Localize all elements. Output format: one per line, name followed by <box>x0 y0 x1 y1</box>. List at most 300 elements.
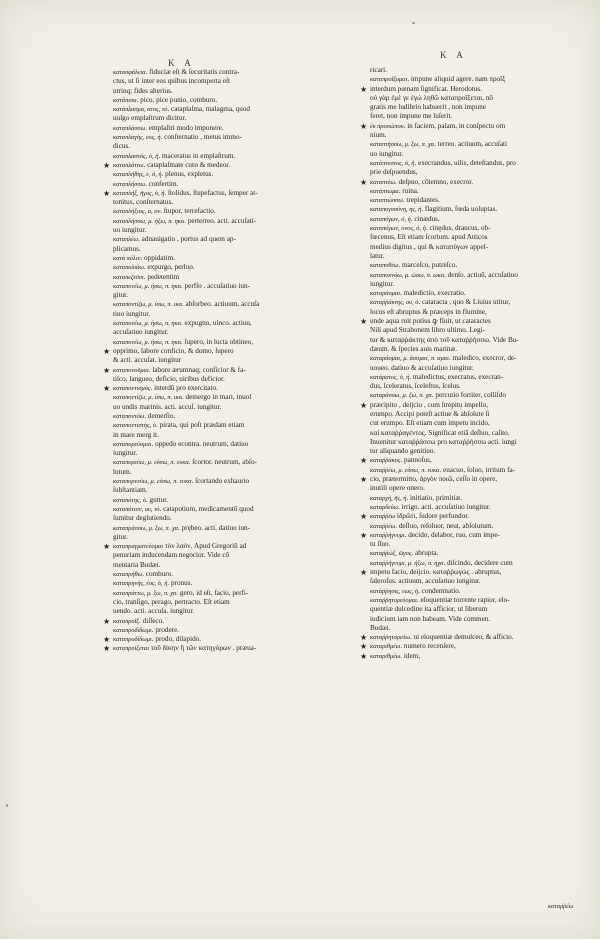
asterisk-marker-icon: ★ <box>103 384 111 394</box>
greek-headword: καταπονοῦμαι <box>113 366 149 374</box>
latin-definition: prie deſpuendus, <box>370 168 418 177</box>
latin-definition: cio, prætermitto, ἀργὸν ποιῶ, ceſſo in opere, <box>370 475 498 484</box>
dictionary-entry-line <box>370 94 588 103</box>
dictionary-entry-line <box>370 429 588 438</box>
dictionary-entry-line <box>370 187 588 196</box>
latin-definition: ctus, ut ſi inter eos quibus incomperta eſt <box>113 77 230 86</box>
dictionary-entry-line <box>103 346 345 356</box>
dictionary-entry-line <box>370 336 588 345</box>
dictionary-entry-line <box>370 233 588 242</box>
ink-speck <box>412 22 415 24</box>
greek-headword: καταῤῥάκτης, ου, ὁ <box>370 299 419 307</box>
latin-definition: uendo. acti. accuſa. iungitur. <box>113 607 195 616</box>
greek-headword: κατάπτωμα <box>370 187 399 195</box>
greek-headword: καταπλήθης, ε, ὁ, ἡ <box>113 171 162 179</box>
dictionary-entry-line <box>360 121 588 131</box>
dictionary-entry-line <box>370 596 588 605</box>
latin-definition: tur aliquando genitiuo. <box>370 447 436 456</box>
latin-definition: & acti. accuſat. iungitur <box>113 356 182 365</box>
latin-definition: . impune aliquid agere. nam προΐξ <box>407 75 506 84</box>
latin-definition: . flagitium, fœda uoluptas. <box>421 205 498 214</box>
dictionary-entry-line <box>113 338 345 347</box>
dictionary-entry-line <box>370 354 588 363</box>
dictionary-entry-line <box>370 410 588 419</box>
dictionary-entry-line <box>370 559 588 568</box>
latin-definition: . maledico, execror, de- <box>448 354 517 363</box>
dictionary-entry-line <box>370 326 588 335</box>
dictionary-entry-line <box>113 561 345 570</box>
dictionary-entry-line <box>103 384 345 394</box>
latin-definition: . prodo, dilapido. <box>151 635 202 644</box>
latin-definition: . demergo in mari, inuol <box>181 393 252 402</box>
dictionary-entry-line <box>113 375 345 384</box>
dictionary-entry-line <box>103 616 345 626</box>
latin-definition: . confertim. <box>145 179 179 188</box>
latin-definition: Inuenitur καταῤῥάσσω pro καταῤῥήσσω acti. iungi <box>370 437 517 446</box>
dictionary-entry-line <box>113 124 345 133</box>
dictionary-entry-line <box>113 198 345 207</box>
greek-headword: καταπραγματεύομαι <box>113 543 164 551</box>
ink-speck <box>6 804 8 807</box>
catchword: καταῤῥέω <box>548 903 574 910</box>
asterisk-marker-icon: ★ <box>360 642 368 652</box>
dictionary-entry-line <box>360 400 588 410</box>
dictionary-entry-line <box>113 96 345 105</box>
greek-headword: καταῤῥέω <box>370 522 396 530</box>
dictionary-entry-line <box>370 624 588 633</box>
dictionary-entry-line <box>370 587 588 596</box>
greek-headword: καταπονέω, μ. ήσω, π. ηκα <box>113 338 181 346</box>
dictionary-entry-line <box>370 382 588 391</box>
latin-definition: lutum. <box>113 467 132 476</box>
asterisk-marker-icon: ★ <box>360 651 368 661</box>
dictionary-entry-line <box>103 160 345 170</box>
dictionary-entry-line <box>360 512 588 522</box>
dictionary-entry-line <box>370 549 588 558</box>
greek-headword: κατάῤῥησις, εως, ἡ <box>370 587 419 595</box>
greek-headword: καταπορεύω, μ. εύσω, π. ευκα <box>113 459 189 467</box>
dictionary-entry-line <box>113 105 345 114</box>
dictionary-entry-line <box>113 300 345 309</box>
latin-definition: latur. <box>370 251 385 260</box>
latin-definition: . prębeo. acti. datiuo iun- <box>177 523 251 532</box>
asterisk-marker-icon: ★ <box>360 568 368 578</box>
latin-definition: . cataplaſmate curo & medeor. <box>143 160 231 169</box>
latin-definition: gitur. <box>113 291 128 300</box>
greek-headword: καταπορεύομαι <box>113 440 152 448</box>
latin-definition: nium. <box>370 131 387 140</box>
latin-definition: . plenus, expletus. <box>161 170 214 179</box>
dictionary-entry-line <box>103 542 345 552</box>
latin-definition: τὸν λαόν. Apud Gregoriū ad <box>163 542 247 551</box>
latin-definition: in mare merg it. <box>113 430 159 439</box>
latin-definition: . idem, <box>400 651 421 660</box>
right-column <box>360 66 588 661</box>
dictionary-entry-line <box>113 152 345 161</box>
dictionary-entry-line <box>113 458 345 467</box>
dictionary-entry-line <box>370 168 588 177</box>
dictionary-entry-line <box>113 245 345 254</box>
greek-headword: καταπτώσσω <box>370 197 403 205</box>
dictionary-entry-line <box>113 486 345 495</box>
dictionary-entry-line <box>370 140 588 149</box>
dictionary-entry-line <box>370 261 588 270</box>
dictionary-entry-line <box>113 533 345 542</box>
dictionary-entry-line <box>370 66 588 75</box>
asterisk-marker-icon: ★ <box>360 317 368 327</box>
latin-definition: ſumitur deglutiendo. <box>113 514 172 523</box>
latin-definition: . condemnatio. <box>418 586 461 595</box>
greek-headword: καταράομαι <box>370 290 401 298</box>
dictionary-entry-line <box>103 365 345 375</box>
greek-headword: κατάπλασμα, ατος, τό <box>113 106 168 114</box>
dictionary-entry-line <box>113 626 345 635</box>
dictionary-entry-line <box>113 477 345 486</box>
latin-definition: . pronus. <box>167 579 193 588</box>
latin-definition: . adnauigatio , portus ad quem ap- <box>138 235 236 244</box>
asterisk-marker-icon: ★ <box>103 635 111 645</box>
latin-definition: . labore ærumnaq; conficior & fa- <box>148 365 246 374</box>
greek-headword: καταπτύω <box>370 178 395 186</box>
latin-definition: . ſtolidus, ſtupefactus, ſemper at- <box>164 188 258 197</box>
greek-headword: καταπράττω, μ. ξω, π. χα <box>113 589 177 597</box>
latin-definition: . euacuo, ſoluo, irritum fa- <box>439 465 516 474</box>
dictionary-entry-line <box>113 217 345 226</box>
greek-headword: καταπολιάω <box>113 264 144 272</box>
latin-definition: . maledictus, execratus, execran- <box>409 372 504 381</box>
dictionary-entry-line <box>370 308 588 317</box>
dictionary-entry-line <box>370 391 588 400</box>
dictionary-entry-line <box>113 254 345 263</box>
greek-headword: καταπροΐξ <box>113 617 140 625</box>
dictionary-entry-line <box>370 196 588 205</box>
greek-headword: καταπλαγὴς, εος, ἡ <box>113 134 161 142</box>
dictionary-entry-line <box>113 235 345 244</box>
greek-headword: καταπρήθω <box>113 571 143 579</box>
dictionary-entry-line <box>370 243 588 252</box>
dictionary-entry-line <box>360 84 588 94</box>
latin-definition: τοῦ δίκην ἢ τῶν κατηγόρων . præua- <box>148 644 257 653</box>
latin-definition: feret, non impune me luſerit. <box>370 112 453 121</box>
latin-definition: . fiduciæ eſt & ſecuritatis contra- <box>145 68 240 76</box>
latin-definition: penuriam inducendam negocior. Vide cō <box>113 551 230 560</box>
dictionary-entry-line <box>360 530 588 540</box>
latin-definition: præcipito , deijcio , cum ſtrepitu impello, <box>370 400 488 409</box>
greek-headword: καταπλαστός, ὁ, ἡ <box>113 152 159 160</box>
latin-definition: . pannoſus, <box>400 456 432 465</box>
greek-headword: καταπρηνής, έος, ὁ, ἡ <box>113 580 168 588</box>
greek-headword: καταποντιστὴς, ὁ <box>113 422 156 430</box>
latin-definition: tu ſluo. <box>370 540 391 549</box>
latin-definition: . abrupta. <box>411 549 439 558</box>
latin-definition: . cataplaſma, malagma, quod <box>167 105 251 114</box>
latin-definition: gitur. <box>113 532 128 541</box>
latin-definition: quentiæ dulcedine ita afficior, ut liberum <box>370 605 488 614</box>
latin-definition: . expurgo, perluo. <box>143 263 195 272</box>
latin-definition: καὶ καταῤῥαγέντος. Significat etiā deſluo, caſito. <box>370 428 510 437</box>
latin-definition: cut erumpo. Eſt etiam cum impetu incido, <box>370 419 490 428</box>
greek-headword: καταποντόω <box>113 412 145 420</box>
latin-definition: locus eſt abruptus & præceps in flumine, <box>370 307 487 316</box>
greek-headword: καταράσσω, μ. ξω, π. χα <box>370 392 432 400</box>
latin-definition: . comburo. <box>142 570 174 579</box>
dictionary-entry-line <box>113 142 345 151</box>
latin-definition: . ſtupor, terrefactio. <box>160 207 216 216</box>
greek-headword: καταῤῥητορεύω <box>370 634 410 642</box>
asterisk-marker-icon: ★ <box>360 177 368 187</box>
dictionary-entry-line <box>360 633 588 643</box>
dictionary-entry-line <box>370 419 588 428</box>
greek-headword: καταῤῥάκος <box>370 457 401 465</box>
latin-definition: tur & καταῤῥάκτης ἀπὸ τοῦ καταῤῥήσσω. Vide Bu- <box>370 335 519 344</box>
dictionary-entry-line <box>370 298 588 307</box>
latin-definition: . deſluo, reſoluor, neut, abſolutum. <box>395 521 494 530</box>
latin-definition: . expugno, uinco. actiuu, <box>180 319 252 328</box>
latin-definition: . ruina. <box>398 186 419 195</box>
dictionary-entry-line <box>113 579 345 588</box>
latin-definition: uo iungitur. <box>113 226 147 235</box>
dictionary-entry-line <box>113 310 345 319</box>
latin-definition: ἱδρῶτι, ſudore perfundor. <box>395 512 469 521</box>
latin-definition: . perterreo. acti. accuſati- <box>184 216 257 225</box>
latin-definition: cio, tranſigo, perago, pertracto. Eſt etiam <box>113 597 230 606</box>
dictionary-entry-line <box>103 188 345 198</box>
latin-definition: fœcenus, Eſt etiam ſcortum. apud Atticos <box>370 233 488 242</box>
greek-headword: καταπλήσσω <box>113 180 146 188</box>
latin-definition: accuſatiuo iungitur. <box>113 328 169 337</box>
latin-definition: . oppedo econtra. neutrum, datiuo <box>151 439 249 448</box>
greek-headword: καταπλήσσω, μ. ήξω, π. ηκα <box>113 217 185 225</box>
greek-headword: καταπροίξεται <box>113 645 149 653</box>
dictionary-entry-line <box>103 644 345 654</box>
dictionary-entry-line <box>370 215 588 224</box>
latin-definition: . decido, delabor, ruo, cum impe- <box>404 530 500 539</box>
asterisk-marker-icon: ★ <box>360 530 368 540</box>
dictionary-entry-line <box>360 317 588 327</box>
latin-definition: . emplaſtri modo imponere. <box>145 123 224 132</box>
latin-definition: . gero, id eſt, facio, perfi- <box>176 588 249 597</box>
dictionary-entry-line <box>370 522 588 531</box>
latin-definition: . execrandus, uilis, deteſtandus, pro <box>414 158 516 167</box>
dictionary-entry-line <box>370 103 588 112</box>
latin-definition: . pico, pice punio, comburo. <box>136 95 218 104</box>
latin-definition: Nili apud Strabonem libro ultimo. Legi- <box>370 326 485 335</box>
greek-headword: καταρδεύω <box>370 503 399 511</box>
greek-headword: καταπροΐξομαι <box>370 76 408 84</box>
asterisk-marker-icon: ★ <box>360 456 368 466</box>
latin-definition: Budæi. <box>370 623 391 632</box>
greek-headword: καταπλήξ, ῆγος, ὁ, ἡ <box>113 189 165 197</box>
greek-headword: καταῤῥήγνυμι, μ. ήξω, π. ηχα <box>370 559 444 567</box>
latin-definition: uulgo emplaſtrum dicitur. <box>113 114 187 123</box>
greek-headword: κατάρατος, ὁ, ἡ <box>370 373 410 381</box>
dictionary-entry-line <box>360 651 588 661</box>
latin-definition: . maledictio, execratio. <box>400 289 466 298</box>
dictionary-entry-line <box>360 177 588 187</box>
dictionary-entry-line <box>113 496 345 505</box>
dictionary-entry-line <box>113 524 345 533</box>
dictionary-entry-line <box>113 412 345 421</box>
dictionary-entry-line <box>113 393 345 402</box>
dictionary-entry-line <box>113 431 345 440</box>
greek-headword: καταπλέω <box>113 236 139 244</box>
latin-definition: tiſco, langueo, deficio, uiribus deficior. <box>113 374 225 383</box>
dictionary-entry-line <box>113 505 345 514</box>
latin-definition: mentaria Budæi. <box>113 560 161 569</box>
dictionary-entry-line <box>370 112 588 121</box>
greek-headword: καταριθμέω <box>370 652 401 660</box>
greek-headword: καταπονέω, μ. ήσω, π. ηκα <box>113 282 181 290</box>
asterisk-marker-icon: ★ <box>360 400 368 410</box>
dictionary-entry-line <box>113 114 345 123</box>
latin-definition: tiuo iungitur. <box>113 309 151 318</box>
latin-definition: . denſo. actiuū, accuſatiuo <box>444 270 518 279</box>
dictionary-entry-line <box>113 440 345 449</box>
dictionary-entry-line <box>370 364 588 373</box>
latin-definition: tonitus, conſternatus. <box>113 198 174 207</box>
dictionary-entry-line <box>113 282 345 291</box>
latin-definition: utrinq; fides alterius. <box>113 86 173 95</box>
asterisk-marker-icon: ★ <box>103 365 111 375</box>
dictionary-entry-line <box>113 607 345 616</box>
dictionary-entry-line <box>113 319 345 328</box>
latin-definition: erumpo. Accipi poteſt actiue & abſolute ſi <box>370 409 490 418</box>
latin-definition: . ſupero, in lucta obtineo, <box>180 337 254 346</box>
latin-definition: dæum. & ſpecies auis marinæ. <box>370 344 458 353</box>
latin-definition: . cinędus, draucus, ob- <box>425 224 491 233</box>
latin-definition: . catapotium, medicamentū quod <box>159 504 254 513</box>
greek-headword: καταπότιον, ου, τό <box>113 505 160 513</box>
dictionary-entry-line <box>370 605 588 614</box>
dictionary-entry-line <box>370 615 588 624</box>
dictionary-entry-line <box>113 170 345 179</box>
dictionary-entry-line <box>370 150 588 159</box>
latin-definition: . demerſio. <box>144 411 176 420</box>
asterisk-marker-icon: ★ <box>360 633 368 643</box>
dictionary-entry-line <box>370 271 588 280</box>
dictionary-entry-line <box>113 514 345 523</box>
dictionary-entry-line <box>370 484 588 493</box>
dictionary-entry-line <box>113 598 345 607</box>
latin-definition: . irrigo. acti. accuſatiuo iungitur. <box>398 502 491 511</box>
asterisk-marker-icon: ★ <box>103 644 111 654</box>
running-head-left: K A <box>168 58 195 68</box>
dictionary-entry-line <box>370 289 588 298</box>
latin-definition: . diſcindo, decidere cum <box>443 558 513 567</box>
latin-definition: . prodere. <box>151 625 180 634</box>
dictionary-entry-line <box>370 280 588 289</box>
dictionary-entry-line <box>113 328 345 337</box>
greek-headword: καταπεζεῦσι <box>113 273 144 281</box>
latin-definition: . percutio fortiter, colliſdo <box>431 391 506 400</box>
latin-definition: οὐ γὰρ ἐμὲ γε ἐγὼ ληθῶ καταπροΐξεται, nō <box>370 93 494 102</box>
dictionary-entry-line <box>113 87 345 96</box>
greek-headword: καταπύγων, ονος, ὁ, ἡ <box>370 225 426 233</box>
greek-headword: καταπλάττω <box>113 161 144 169</box>
greek-headword: καταπλάσσω <box>113 124 146 132</box>
latin-definition: . numero recenſere, <box>400 642 456 651</box>
latin-definition: . guttur. <box>145 495 169 504</box>
dictionary-entry-line <box>370 466 588 475</box>
latin-definition: interdum pœnam ſignificat. Herodotus. <box>370 84 482 93</box>
dictionary-entry-line <box>113 207 345 216</box>
dictionary-entry-line <box>113 291 345 300</box>
dictionary-entry-line <box>370 540 588 549</box>
dictionary-entry-line <box>113 68 345 77</box>
greek-headword: καταπυγοσύνη, ης, ἡ <box>370 206 422 214</box>
latin-definition: plicamus. <box>113 244 141 253</box>
left-column <box>103 68 345 654</box>
greek-headword: κατάπτυστος, ὁ, ἡ <box>370 159 415 167</box>
latin-definition: . conſternatio , metus immo- <box>160 133 242 142</box>
latin-definition: medius digitus , qui & καταπύγων appel- <box>370 242 488 251</box>
latin-definition: . cataracta , quo & Liuius utitur, <box>418 298 511 307</box>
latin-definition: iudicium iam non habeam. Vide commen. <box>370 614 491 623</box>
greek-headword: κατὰ πόλιν <box>113 254 141 262</box>
dictionary-entry-line <box>370 345 588 354</box>
dictionary-entry-line <box>360 456 588 466</box>
dictionary-entry-line <box>370 252 588 261</box>
latin-definition: . pedetentim <box>143 272 180 281</box>
latin-definition: . perfſo . accuſatiuo iun- <box>180 281 251 290</box>
latin-definition: ſaleroſus. actiuum, accuſatiuo iungitur. <box>370 577 481 586</box>
greek-headword: καταπράσσω, μ. ξω, π. χα <box>113 524 178 532</box>
asterisk-marker-icon: ★ <box>360 84 368 94</box>
latin-definition: . abſorbeo. actiuum, accuſa <box>181 300 260 309</box>
latin-definition: uo iungitur. <box>370 149 404 158</box>
latin-definition: gratis me ludibrio habuerit , non impune <box>370 103 486 112</box>
dictionary-entry-line <box>113 589 345 598</box>
dictionary-entry-line <box>113 570 345 579</box>
dictionary-entry-line <box>370 577 588 586</box>
greek-headword: καταῤῥέω, μ. εύσω, π. ευκα <box>370 466 440 474</box>
greek-headword: καταπυθέω <box>370 262 399 270</box>
latin-definition: . eloquentiæ torrente rapior, elo- <box>416 595 510 604</box>
latin-definition: ricari. <box>370 66 387 74</box>
latin-definition: iungitur. <box>113 449 138 458</box>
dictionary-entry-line <box>113 180 345 189</box>
dictionary-entry-line <box>113 403 345 412</box>
dictionary-entry-line <box>113 449 345 458</box>
asterisk-marker-icon: ★ <box>103 160 111 170</box>
asterisk-marker-icon: ★ <box>103 346 111 356</box>
greek-headword: καταπροδίδωμι <box>113 626 152 634</box>
dictionary-entry-line <box>370 205 588 214</box>
greek-headword: καταῤῥήγνυμι <box>370 531 405 539</box>
latin-definition: ſubſtantiam. <box>113 486 148 495</box>
dictionary-entry-line <box>113 226 345 235</box>
greek-headword: ἐκ προσώπου <box>370 122 404 130</box>
dictionary-entry-line <box>113 356 345 365</box>
greek-headword: καταπροδίδωμι <box>113 636 152 644</box>
latin-definition: . deſpuo, cōtemno, execror. <box>395 177 474 186</box>
latin-definition: dicus. <box>113 142 130 151</box>
asterisk-marker-icon: ★ <box>103 188 111 198</box>
greek-headword: καταπορνεύω, μ. εύσω, π. ευκα <box>113 478 192 486</box>
greek-headword: καταπότης, ὁ <box>113 496 146 504</box>
latin-definition: impetu facio, deijcio. καταῤῥωγὼς . abruptus, <box>370 568 502 577</box>
greek-headword: καταπτήσσω, μ. ξω, π. χα <box>370 141 435 149</box>
latin-definition: . diſſeco. <box>139 616 164 625</box>
latin-definition: . pirata, qui poſt prædam etiam <box>155 421 245 430</box>
latin-definition: . trepidantes. <box>402 196 440 205</box>
dictionary-entry-line <box>360 568 588 578</box>
greek-headword: καταῤῥώξ, ῶγος <box>370 550 412 558</box>
greek-headword: καταῤῥητορεύομαι <box>370 596 417 604</box>
dictionary-entry-line <box>370 447 588 456</box>
dictionary-entry-line <box>370 438 588 447</box>
latin-definition: . oppidatim. <box>140 253 175 262</box>
